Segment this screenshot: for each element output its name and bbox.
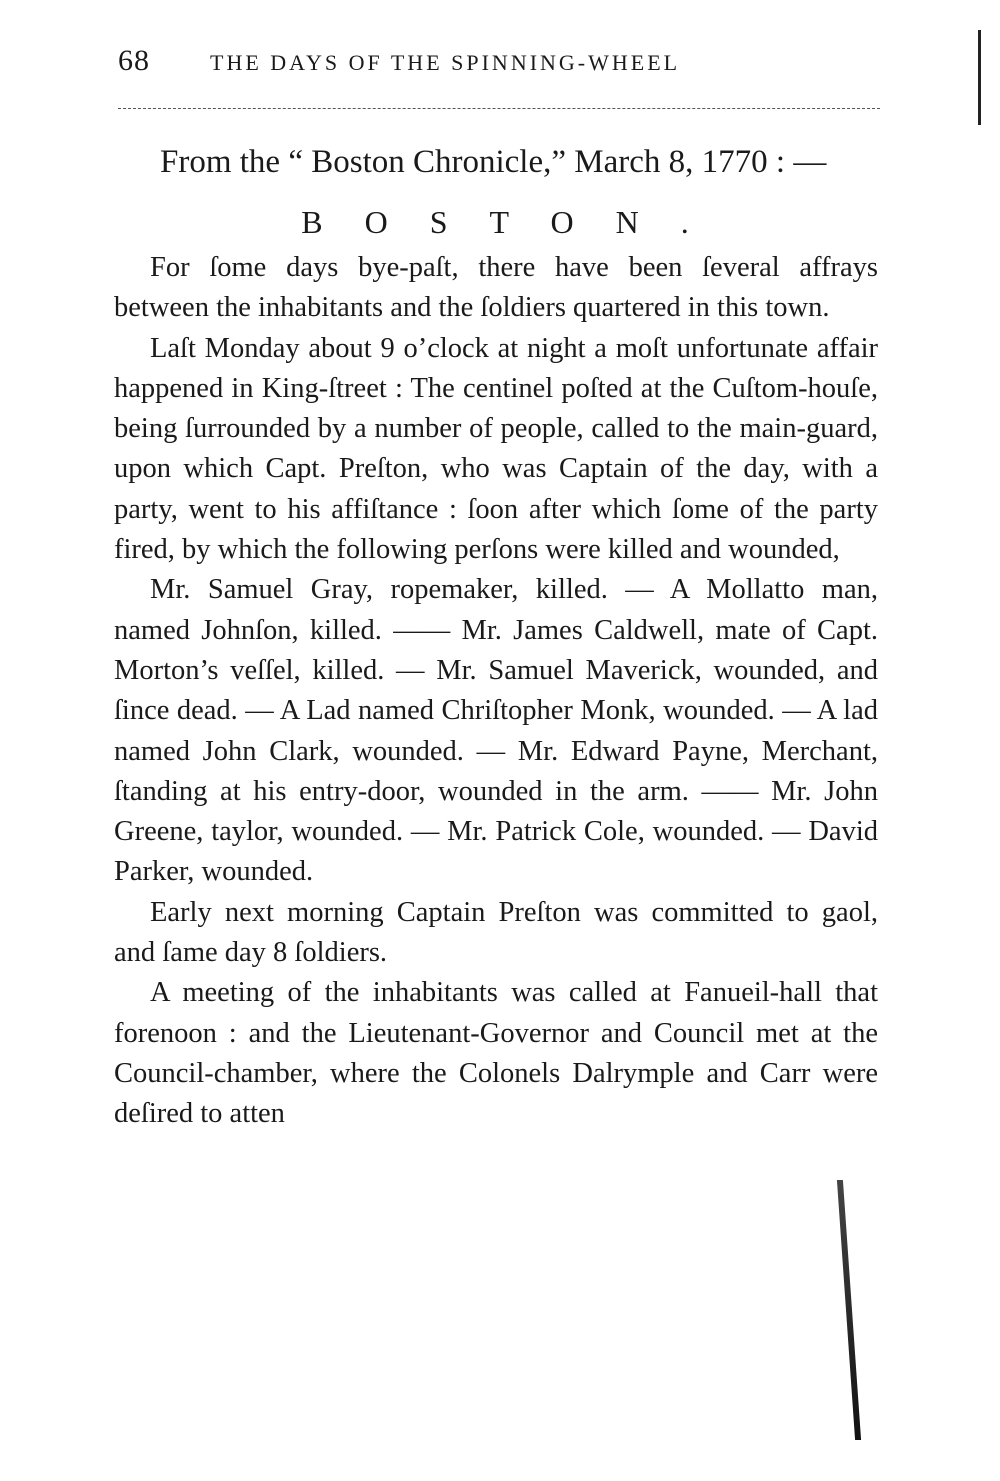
scan-edge-shadow [837, 1180, 861, 1440]
paragraph-4: Early next morning Captain Preſton was committed to gaol, and ſame day 8 ſoldiers. [114, 896, 878, 969]
header-rule [118, 108, 880, 109]
paragraph-1: For ſome days bye-paſt, there have been ſeveral affrays between the inhabitants and the ſoldiers quartered in this town. [114, 252, 878, 324]
intro-line: From the “ Boston Chronicle,” March 8, 1770 : — [160, 144, 827, 180]
page-header [118, 38, 878, 88]
paragraph-5: A meeting of the inhabitants was called at Fanueil-hall that forenoon : and the Lieutenant-Governor and Council met at the Council-chamber, where the Colonels Dalrymple and Carr were deſired to atten [114, 977, 878, 1130]
paragraph-3: Mr. Samuel Gray, ropemaker, killed. — A Mollatto man, named Johnſon, killed. —— Mr. James Caldwell, mate of Capt. Morton’s veſſel, killed. — Mr. Samuel Maverick, wounded, and ſince dead. — A Lad named Chriſtopher Monk, wounded. — A lad named John Clark, wounded. — Mr. Edward Payne, Merchant, ſtanding at his entry-door, wounded in the arm. —— Mr. John Greene, taylor, wounded. — Mr. Patrick Cole, wounded. — David Parker, wounded. [114, 574, 878, 888]
paragraph-2: Laſt Monday about 9 o’clock at night a moſt unfortunate affair happened in King-ſtreet : The centinel poſted at the Cuſtom-houſe, being ſurrounded by a number of people, called to the main-guard, upon which Capt. Preſton, who was Captain of the day, with a party, went to his affiſtance : ſoon after which ſome of the party fired, by which the following perſons were killed and wounded, [114, 332, 878, 566]
dateline: BOSTON. [301, 204, 731, 240]
page-number: 68 [118, 44, 150, 77]
scan-edge-mark [978, 30, 981, 125]
running-head: THE DAYS OF THE SPINNING-WHEEL [210, 50, 681, 75]
page-body [114, 130, 878, 1135]
